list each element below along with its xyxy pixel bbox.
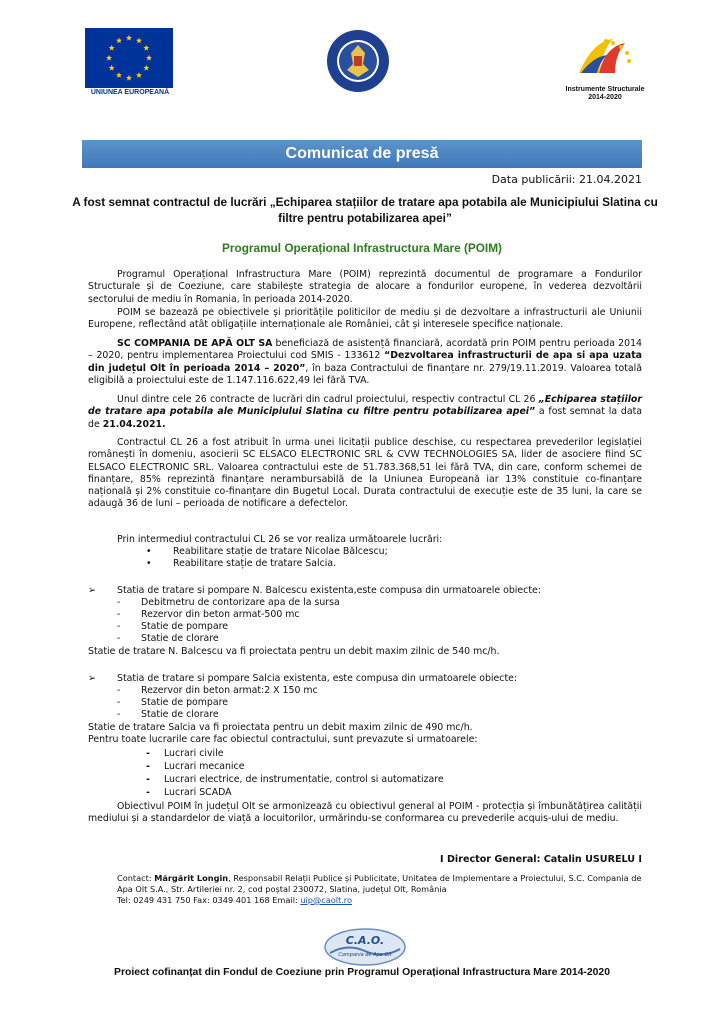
p4-part-a: Unul dintre cele 26 contracte de lucrări din cadrul proiectului, respectiv contractul CL 26 xyxy=(117,394,539,405)
eu-caption: UNIUNEA EUROPEANĂ xyxy=(90,89,170,96)
headline: A fost semnat contractul de lucrări „Echiparea stațiilor de tratare apa potabila ale Municipiului Slatina cu filtre pentru potabilizarea apei” xyxy=(72,195,658,225)
banner-title: Comunicat de presă xyxy=(285,145,439,162)
cao-logo-text: C.A.O. xyxy=(345,934,385,947)
contact-label: Contact: xyxy=(117,873,155,883)
list-item: - Lucrari mecanice xyxy=(146,761,245,772)
contact-name: Mărgărit Longin xyxy=(154,873,229,883)
arrow-bullet-icon: ➢ xyxy=(88,673,96,684)
press-release-banner xyxy=(82,140,642,168)
p3-part-b: , în baza Contractului de finanțare nr. 279/19.11.2019. Valoarea totală eligibilă a proiectului este de 1.147.116.622,49 lei fără TVA. xyxy=(88,362,642,386)
list-item: - Debitmetru de contorizare apa de la sursa xyxy=(117,597,340,608)
list-item: - Lucrari SCADA xyxy=(146,787,232,798)
paragraph-contract-signed xyxy=(88,394,642,431)
is-caption-line1: Instrumente Structurale xyxy=(565,86,645,93)
director-signature: I Director General: Catalin USURELU I xyxy=(440,854,642,865)
list-item: - Statie de pompare xyxy=(117,621,229,632)
list-item: - Rezervor din beton armat:2 X 150 mc xyxy=(117,685,318,696)
p3-part-a: beneficiază de asistență financiară, acordată prin POIM pentru perioada 2014 – 2020, pentru implementarea Proiectului cod SMIS - 133612 xyxy=(88,338,642,362)
works-intro: Pentru toate lucrarile care fac obiectul contractului, sunt prevazute si urmatoarele: xyxy=(88,734,478,745)
footer-note: Proiect cofinanțat din Fondul de Coeziune prin Programul Operațional Infrastructura Mare 2014-2020 xyxy=(114,967,610,978)
is-caption-line2: 2014-2020 xyxy=(588,94,622,101)
publication-date: Data publicării: 21.04.2021 xyxy=(491,173,642,186)
paragraph-poim-basis: POIM se bazează pe obiectivele și prioritățile politicilor de mediu și de dezvoltare a infrastructurii ale Uniunii Europene, reflectând atât obligațiile internaționale ale României, cât și interesele specifice naționale. xyxy=(88,307,642,331)
paragraph-works-intro: Prin intermediul contractului CL 26 se vor realiza următoarele lucrări: xyxy=(117,534,443,545)
contract-title: „Echiparea stațiilor de tratare apa potabila ale Municipiului Slatina cu filtre pentru potabilizarea apei” xyxy=(88,394,642,418)
section-balcescu-head: ➢ Statia de tratare si pompare N. Balcescu existenta,este compusa din urmatoarele obiecte: xyxy=(88,585,541,596)
list-item: • Reabilitare stație de tratare Nicolae Bălcescu; xyxy=(146,546,388,557)
arrow-bullet-icon: ➢ xyxy=(88,585,96,596)
contact-block xyxy=(117,873,642,905)
list-item: - Statie de pompare xyxy=(117,697,229,708)
salcia-capacity: Statie de tratare Salcia va fi proiectata pentru un debit maxim zilnic de 490 mc/h. xyxy=(88,722,473,733)
paragraph-beneficiary xyxy=(88,338,642,387)
list-item: - Statie de clorare xyxy=(117,633,219,644)
contact-email-link[interactable]: uip@caolt.ro xyxy=(300,894,353,905)
signing-date: 21.04.2021. xyxy=(102,418,166,430)
list-item: • Reabilitare stație de tratare Salcia. xyxy=(146,558,337,569)
instrumente-structurale-caption xyxy=(555,86,655,102)
project-title: “Dezvoltarea infrastructurii de apa si apa uzata din județul Olt în perioada 2014 – 2020” xyxy=(88,350,642,374)
cao-logo xyxy=(322,925,408,969)
list-item: - Statie de clorare xyxy=(117,709,219,720)
company-name: SC COMPANIA DE APĂ OLT SA xyxy=(117,338,273,349)
contact-line2: Tel: 0249 431 750 Fax: 0349 401 168 Email: xyxy=(117,894,301,905)
list-item: - Lucrari civile xyxy=(146,748,224,759)
list-item: - Rezervor din beton armat-500 mc xyxy=(117,609,300,620)
p4-part-b: a fost semnat la data de xyxy=(88,406,642,430)
section-salcia-head: ➢ Statia de tratare si pompare Salcia existenta, este compusa din urmatoarele obiecte: xyxy=(88,673,518,684)
government-logo xyxy=(325,28,391,94)
program-subheading: Programul Operațional Infrastructura Mare (POIM) xyxy=(222,241,502,255)
paragraph-poim-objective: Obiectivul POIM în județul Olt se armonizează cu obiectivul general al POIM - protecția și îmbunătățirea calității mediului și a standardelor de viață a locuitorilor, urmărindu-se conformarea cu prevederile acquis-ului de mediu. xyxy=(88,801,642,825)
contact-line1: , Responsabil Relații Publice și Publicitate, Unitatea de Implementare a Proiectului, S.C. Compania de Apa Olt S.A., Str. Artileriei nr. 2, cod poștal 230072, Slatina, județul Olt, România xyxy=(117,873,642,894)
list-item: - Lucrari electrice, de instrumentatie, control si automatizare xyxy=(146,774,444,785)
cao-logo-subtext: Compania de Apa Olt xyxy=(338,952,392,958)
instrumente-structurale-logo xyxy=(573,33,637,83)
paragraph-contract-details: Contractul CL 26 a fost atribuit în urma unei licitații publice deschise, cu respectarea prevederilor legislației românești în domeniu, asocierii SC ELSACO ELECTRONIC SRL & CVW TECHNOLOGIES SA, lider de asociere fiind SC ELSACO ELECTRONIC SRL. Valoarea contractului este de 51.783.368,51 lei fără TVA, din care, conform schemei de finanțare, 85% reprezintă finanțare nerambursabilă de la Uniunea Europeană iar 13% constituie co-finanțare națională și 2% constituie co-finanțare din Bugetul Local. Durata contractului de execuție este de 35 luni, la care se adaugă 36 de luni – perioada de notificare a defectelor. xyxy=(88,437,642,510)
eu-flag-logo xyxy=(85,28,173,88)
paragraph-poim-intro: Programul Operațional Infrastructura Mare (POIM) reprezintă documentul de programare a Fondurilor Structurale și de Coeziune, care stabilește strategia de alocare a fondurilor europene, în vederea dezvoltării sectorului de mediu în Romania, în perioada 2014-2020. xyxy=(88,269,642,305)
balcescu-capacity: Statie de tratare N. Balcescu va fi proiectata pentru un debit maxim zilnic de 540 mc/h. xyxy=(88,646,500,657)
